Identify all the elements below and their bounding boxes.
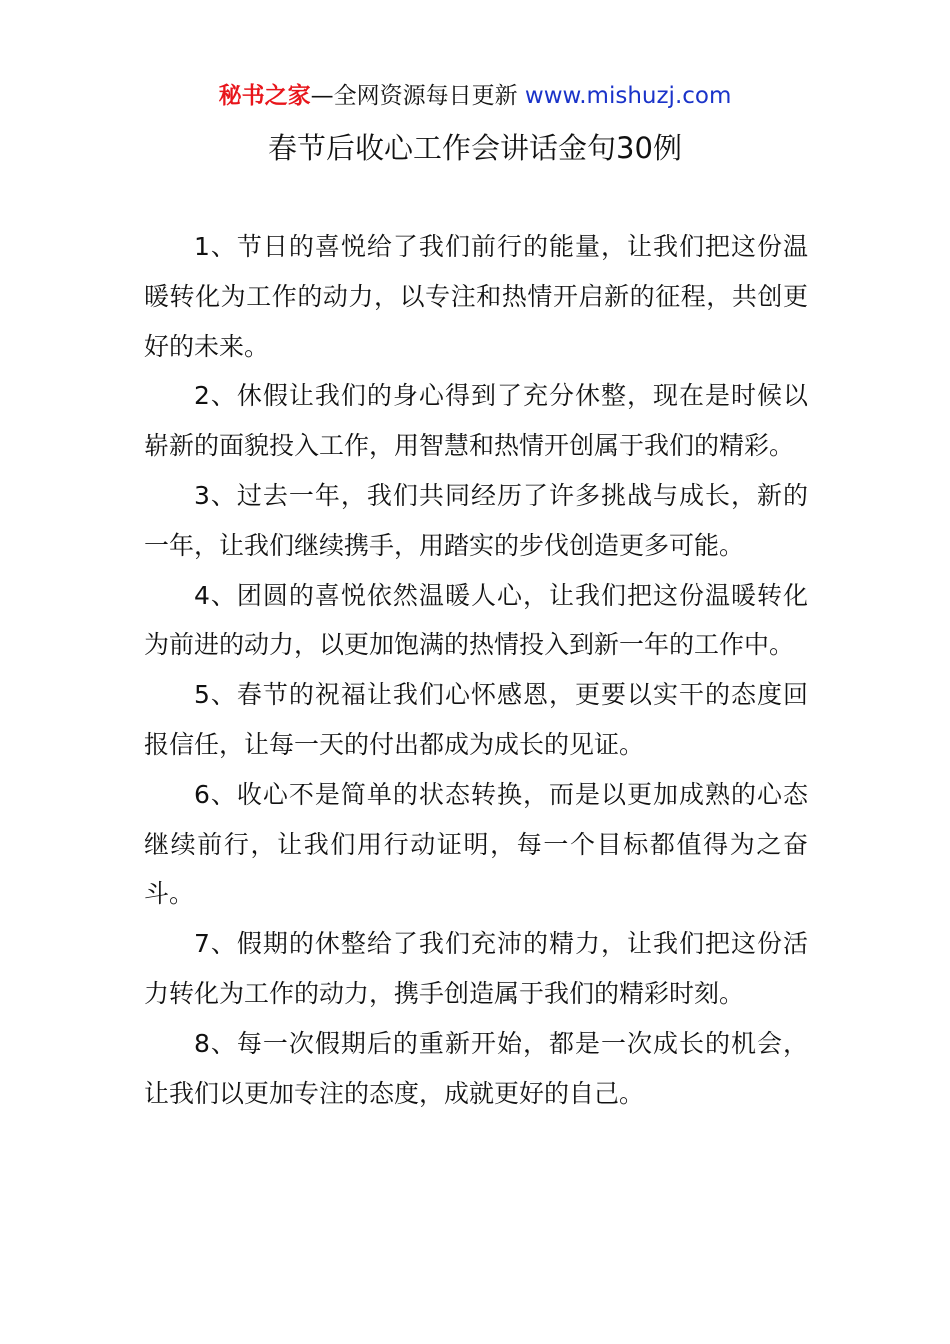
paragraph-5: 5、春节的祝福让我们心怀感恩，更要以实干的态度回报信任，让每一天的付出都成为成长的见证。 xyxy=(144,680,808,759)
document-body xyxy=(144,222,808,1118)
header-banner xyxy=(0,80,950,112)
site-url-link[interactable]: www.mishuzj.com xyxy=(524,83,732,109)
paragraph-4: 4、团圆的喜悦依然温暖人心，让我们把这份温暖转化为前进的动力，以更加饱满的热情投入到新一年的工作中。 xyxy=(144,580,808,660)
paragraph-6: 6、收心不是简单的状态转换，而是以更加成熟的心态继续前行，让我们用行动证明，每一个目标都值得为之奋斗。 xyxy=(144,779,808,909)
paragraph-7: 7、假期的休整给了我们充沛的精力，让我们把这份活力转化为工作的动力，携手创造属于我们的精彩时刻。 xyxy=(144,929,808,1008)
brand-name: 秘书之家 xyxy=(218,83,311,109)
paragraph-3: 3、过去一年，我们共同经历了许多挑战与成长，新的一年，让我们继续携手，用踏实的步伐创造更多可能。 xyxy=(144,480,808,560)
paragraph-8: 8、每一次假期后的重新开始，都是一次成长的机会，让我们以更加专注的态度，成就更好的自己。 xyxy=(144,1028,808,1108)
document-title: 春节后收心工作会讲话金句30例 xyxy=(268,131,682,165)
paragraph-1: 1、节日的喜悦给了我们前行的能量，让我们把这份温暖转化为工作的动力，以专注和热情开启新的征程，共创更好的未来。 xyxy=(144,232,808,361)
paragraph-2: 2、休假让我们的身心得到了充分休整，现在是时候以崭新的面貌投入工作，用智慧和热情开创属于我们的精彩。 xyxy=(144,381,808,461)
header-tagline: —全网资源每日更新 xyxy=(310,83,525,109)
